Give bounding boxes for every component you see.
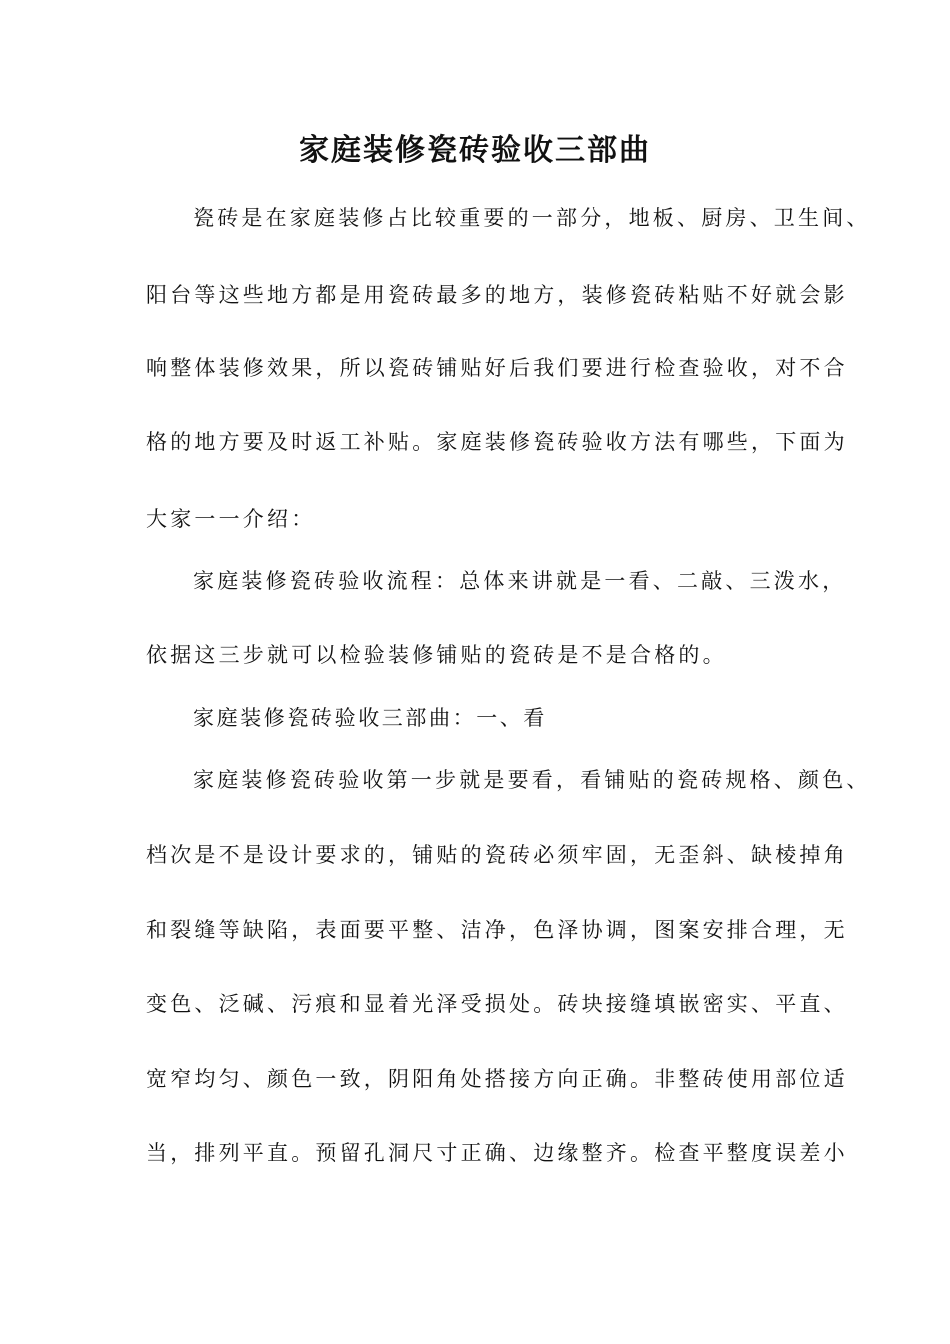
- paragraph-line: 和裂缝等缺陷，表面要平整、洁净，色泽协调，图案安排合理，无: [146, 918, 848, 942]
- paragraph-line: 宽窄均匀、颜色一致，阴阳角处搭接方向正确。非整砖使用部位适: [146, 1067, 848, 1091]
- paragraph-line: 档次是不是设计要求的，铺贴的瓷砖必须牢固，无歪斜、缺棱掉角: [146, 843, 848, 867]
- document-title: 家庭装修瓷砖验收三部曲: [299, 133, 651, 168]
- paragraph-line: 依据这三步就可以检验装修铺贴的瓷砖是不是合格的。: [146, 643, 727, 667]
- paragraph-line: 家庭装修瓷砖验收第一步就是要看，看铺贴的瓷砖规格、颜色、: [193, 768, 871, 792]
- paragraph-line: 家庭装修瓷砖验收流程：总体来讲就是一看、二敲、三泼水，: [193, 569, 847, 593]
- paragraph-line: 当，排列平直。预留孔洞尺寸正确、边缘整齐。检查平整度误差小: [146, 1141, 848, 1165]
- paragraph-line: 响整体装修效果，所以瓷砖铺贴好后我们要进行检查验收，对不合: [146, 356, 848, 380]
- paragraph-line: 瓷砖是在家庭装修占比较重要的一部分，地板、厨房、卫生间、: [193, 206, 871, 230]
- section-heading: 家庭装修瓷砖验收三部曲：一、看: [193, 706, 547, 730]
- paragraph-line: 大家一一介绍：: [146, 507, 316, 531]
- paragraph-line: 变色、泛碱、污痕和显着光泽受损处。砖块接缝填嵌密实、平直、: [146, 992, 848, 1016]
- paragraph-line: 阳台等这些地方都是用瓷砖最多的地方，装修瓷砖粘贴不好就会影: [146, 283, 848, 307]
- paragraph-line: 格的地方要及时返工补贴。家庭装修瓷砖验收方法有哪些，下面为: [146, 430, 848, 454]
